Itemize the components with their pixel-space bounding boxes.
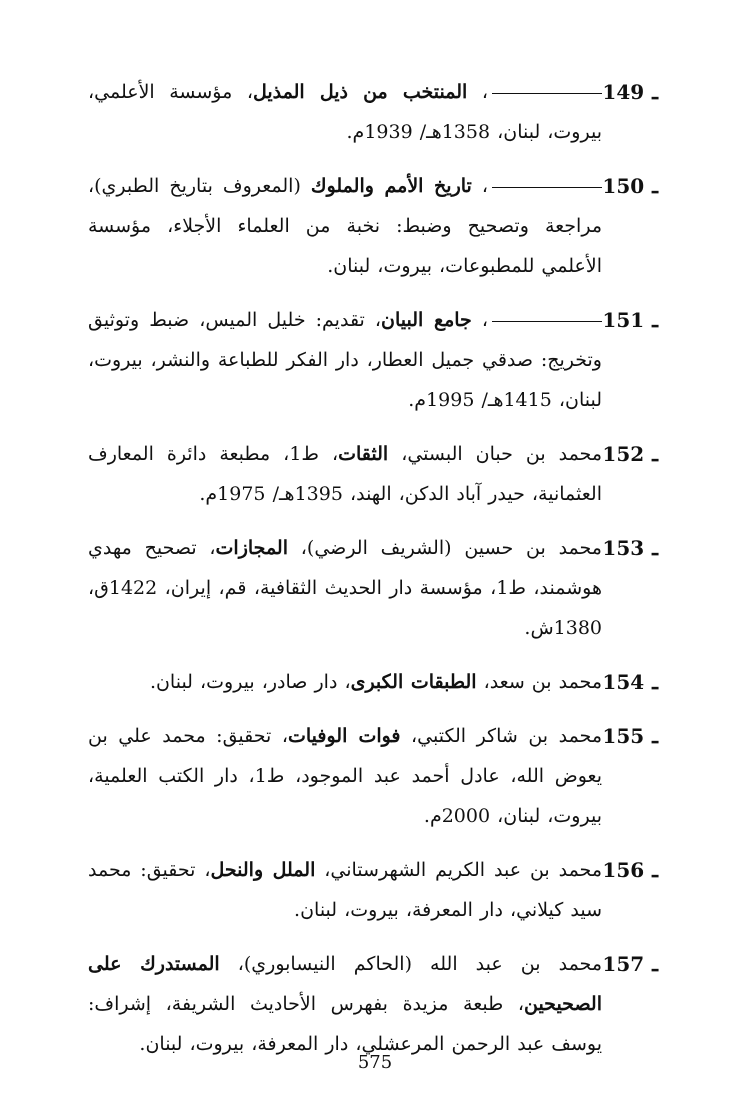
entry-title: تاريخ الأمم والملوك	[310, 175, 472, 197]
bibliography-entry	[88, 300, 658, 420]
repeat-author-dash	[492, 93, 602, 94]
entry-title: الطبقات الكبرى	[350, 671, 477, 693]
page-number: 575	[357, 1052, 393, 1073]
entry-author: محمد بن حبان البستي،	[388, 443, 602, 465]
entry-prefix: ،	[467, 81, 488, 103]
entry-number: 157 ـ	[602, 952, 658, 976]
entry-number: 156 ـ	[602, 858, 658, 882]
entry-prefix: ،	[471, 175, 489, 197]
entry-number: 151 ـ	[602, 308, 658, 332]
entry-prefix: ،	[471, 309, 488, 331]
bibliography-entry	[88, 662, 658, 702]
entry-number: 153 ـ	[602, 536, 658, 560]
entry-title: جامع البيان	[381, 309, 472, 331]
repeat-author-dash	[492, 187, 602, 188]
entry-details: ، طبعة مزيدة بفهرس الأحاديث الشريفة، إشراف: يوسف عبد الرحمن المرعشلي، دار المعرفة، بيروت، لبنان.	[88, 993, 602, 1055]
repeat-author-dash	[492, 321, 602, 322]
entry-details: ، تحقيق: محمد سيد كيلاني، دار المعرفة، بيروت، لبنان.	[88, 859, 602, 921]
entry-title: الملل والنحل	[210, 859, 316, 881]
entry-number: 150 ـ	[602, 174, 658, 198]
entry-number: 152 ـ	[602, 442, 658, 466]
bibliography-entry	[88, 434, 658, 514]
bibliography-entry	[88, 716, 658, 836]
entry-author: محمد بن حسين (الشريف الرضي)،	[288, 537, 602, 559]
bibliography-entry	[88, 72, 658, 152]
bibliography-list	[88, 72, 658, 1078]
entry-number: 149 ـ	[602, 80, 658, 104]
entry-details: ، مؤسسة الأعلمي، بيروت، لبنان، 1358هـ/ 1939م.	[88, 81, 602, 143]
entry-details: ، تصحيح مهدي هوشمند، ط1، مؤسسة دار الحديث الثقافية، قم، إيران، 1422ق، 1380ش.	[88, 537, 602, 639]
bibliography-entry	[88, 528, 658, 648]
entry-title: المجازات	[215, 537, 288, 559]
entry-number: 154 ـ	[602, 670, 658, 694]
bibliography-entry	[88, 944, 658, 1064]
entry-title: المنتخب من ذيل المذيل	[252, 81, 468, 103]
entry-number: 155 ـ	[602, 724, 658, 748]
entry-author: محمد بن شاكر الكتبي،	[400, 725, 602, 747]
entry-details: ، تقديم: خليل الميس، ضبط وتوثيق وتخريج: صدقي جميل العطار، دار الفكر للطباعة والنشر، بيروت، لبنان، 1415هـ/ 1995م.	[88, 309, 602, 411]
entry-author: محمد بن عبد الله (الحاكم النيسابوري)،	[219, 953, 602, 975]
entry-details: ، تحقيق: محمد علي بن يعوض الله، عادل أحمد عبد الموجود، ط1، دار الكتب العلمية، بيروت، لبنان، 2000م.	[88, 725, 602, 827]
entry-title: فوات الوفيات	[287, 725, 401, 747]
entry-author: محمد بن عبد الكريم الشهرستاني،	[315, 859, 602, 881]
bibliography-entry	[88, 850, 658, 930]
entry-title: المستدرك على الصحيحين	[88, 953, 602, 1015]
entry-details: ، ط1، مطبعة دائرة المعارف العثمانية، حيدر آباد الدكن، الهند، 1395هـ/ 1975م.	[88, 443, 602, 505]
bibliography-entry	[88, 166, 658, 286]
entry-details: (المعروف بتاريخ الطبري)، مراجعة وتصحيح وضبط: نخبة من العلماء الأجلاء، مؤسسة الأعلمي للمطبوعات، بيروت، لبنان.	[88, 175, 602, 277]
entry-title: الثقات	[338, 443, 389, 465]
entry-author: محمد بن سعد،	[476, 671, 602, 693]
entry-details: ، دار صادر، بيروت، لبنان.	[149, 671, 351, 693]
